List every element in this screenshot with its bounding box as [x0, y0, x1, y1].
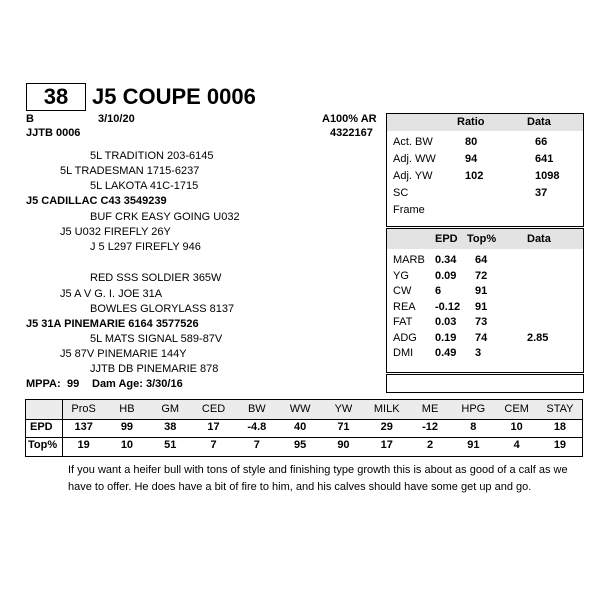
epd-table-top-cell: 4: [513, 439, 520, 451]
ratio-row-ratio: 102: [465, 170, 484, 182]
animal-name: J5 COUPE 0006: [92, 84, 256, 109]
epd-table-top-cell: 19: [553, 439, 567, 451]
registration-number: 4322167: [330, 127, 373, 139]
pedigree-dam-sire-dam: BOWLES GLORYLASS 8137: [90, 303, 235, 315]
epd-table-top-cell: 10: [120, 439, 134, 451]
carcass-row-label: YG: [393, 269, 409, 282]
epd-table-top-cell: 7: [253, 439, 260, 451]
carcass-row-label: FAT: [393, 316, 413, 328]
lot-number: 38: [26, 83, 86, 111]
epd-table: [25, 399, 583, 457]
carcass-row-top: 64: [475, 254, 488, 266]
epd-table-header-cell: WW: [289, 403, 311, 415]
carcass-row-epd: 0.09: [435, 269, 457, 282]
carcass-data-col-header: Data: [527, 233, 551, 245]
epd-table-epd-cell: 17: [207, 421, 220, 433]
carcass-row-epd: 0.34: [435, 254, 457, 266]
epd-table-header-cell: ProS: [71, 403, 96, 415]
carcass-row-epd: 0.03: [435, 316, 457, 328]
sex-code: B: [26, 113, 34, 125]
epd-table-header-cell: HB: [119, 403, 135, 415]
spacer-box: [386, 374, 584, 393]
description-comment: If you want a heifer bull with tons of style and finishing type growth this is about as good of a calf as we have to offer. He does have a bit of fire to him, and his calves should have some get up and go.: [68, 464, 568, 493]
pedigree-sire: J5 CADILLAC C43 3549239: [26, 195, 167, 207]
pedigree-sire-dam: J5 U032 FIREFLY 26Y: [60, 226, 171, 238]
epd-table-epd-cell: 10: [510, 421, 523, 433]
carcass-row-top: 73: [475, 316, 488, 328]
carcass-row-label: REA: [393, 300, 416, 313]
ratio-row-ratio: 94: [465, 153, 478, 165]
ratio-data-col-header: Data: [527, 116, 551, 128]
ratio-row-data: 37: [535, 187, 548, 199]
epd-col-header: EPD: [435, 233, 458, 245]
epd-table-epd-cell: -4.8: [247, 421, 267, 433]
carcass-row-label: MARB: [393, 254, 425, 266]
pedigree-dam-sire-sire: RED SSS SOLDIER 365W: [90, 272, 222, 284]
ratio-row-label: Adj. WW: [393, 153, 436, 165]
birth-date: 3/10/20: [98, 113, 135, 125]
carcass-row-epd: 6: [435, 285, 442, 297]
epd-table-header-cell: YW: [334, 403, 353, 415]
carcass-epd-panel: [386, 228, 584, 373]
epd-table-epd-cell: 40: [294, 421, 307, 433]
mppa-label: MPPA:: [26, 378, 61, 390]
carcass-row-data: 2.85: [527, 331, 549, 344]
epd-table-top-cell: 95: [294, 439, 307, 451]
top-row-label: Top%: [28, 439, 58, 451]
epd-table-header-cell: ME: [421, 403, 439, 415]
ratio-row-ratio: 80: [465, 136, 478, 148]
epd-table-epd-cell: -12: [422, 421, 438, 433]
pedigree-dam-dam-sire: 5L MATS SIGNAL 589-87V: [90, 333, 223, 345]
epd-table-epd-cell: 99: [120, 421, 134, 433]
ratio-col-header: Ratio: [457, 116, 485, 128]
carcass-row-label: CW: [393, 285, 412, 297]
epd-table-epd-cell: 137: [74, 421, 93, 433]
epd-table-header-cell: MILK: [373, 403, 400, 415]
carcass-row-top: 74: [475, 331, 488, 344]
ratio-row-data: 1098: [535, 170, 560, 182]
epd-table-top-cell: 2: [426, 439, 434, 451]
carcass-row-top: 3: [475, 347, 482, 359]
ratio-panel-header: [387, 114, 583, 131]
carcass-row-top: 72: [475, 269, 488, 282]
epd-table-header-cell: STAY: [546, 403, 574, 415]
epd-table-top-cell: 90: [337, 439, 350, 451]
carcass-row-epd: 0.49: [435, 347, 457, 359]
epd-table-header-cell: BW: [247, 403, 266, 415]
pedigree-dam: J5 31A PINEMARIE 6164 3577526: [26, 318, 199, 330]
epd-table-epd-cell: 18: [553, 421, 567, 433]
ratio-row-label: SC: [393, 187, 409, 199]
epd-table-epd-cell: 8: [470, 421, 477, 433]
carcass-row-label: DMI: [393, 347, 414, 359]
dam-age-value: 3/30/16: [146, 378, 183, 390]
pedigree-dam-sire: J5 A V G. I. JOE 31A: [60, 288, 163, 300]
epd-table-header-cell: HPG: [461, 403, 486, 415]
epd-table-top-cell: 17: [380, 439, 393, 451]
carcass-row-top: 91: [475, 300, 488, 313]
top-col-header: Top%: [467, 233, 497, 245]
epd-table-header-cell: CED: [201, 403, 226, 415]
epd-table-top-cell: 7: [210, 439, 217, 451]
ratio-row-data: 66: [535, 136, 548, 148]
ratio-row-label: Frame: [393, 204, 425, 216]
epd-table-top-cell: 91: [467, 439, 480, 451]
ratio-panel: [386, 113, 584, 227]
ratio-row-data: 641: [535, 153, 554, 165]
pedigree-dam-dam-dam: JJTB DB PINEMARIE 878: [90, 363, 219, 375]
pedigree-sire-dam-sire: BUF CRK EASY GOING U032: [90, 211, 240, 223]
pedigree-dam-dam: J5 87V PINEMARIE 144Y: [60, 348, 187, 360]
epd-table-epd-cell: 29: [380, 421, 393, 433]
carcass-row-top: 91: [475, 285, 488, 297]
mppa-value: 99: [67, 378, 80, 390]
epd-table-top-cell: 19: [77, 439, 90, 451]
epd-table-epd-cell: 71: [337, 421, 350, 433]
tattoo: JJTB 0006: [26, 127, 81, 139]
dam-age-label: Dam Age:: [92, 378, 143, 390]
pedigree-sire-sire-dam: 5L LAKOTA 41C-1715: [90, 180, 199, 192]
pedigree-sire-sire-sire: 5L TRADITION 203-6145: [90, 150, 214, 162]
epd-table-header-cell: GM: [161, 403, 180, 415]
carcass-row-epd: 0.19: [435, 331, 457, 344]
pedigree-sire-sire: 5L TRADESMAN 1715-6237: [60, 165, 200, 177]
ratio-row-label: Adj. YW: [393, 170, 433, 182]
carcass-row-label: ADG: [393, 331, 417, 344]
epd-row-label: EPD: [30, 421, 53, 433]
carcass-row-epd: -0.12: [435, 300, 461, 313]
epd-table-header-cell: CEM: [504, 403, 529, 415]
epd-table-top-cell: 51: [164, 439, 177, 451]
ratio-row-label: Act. BW: [393, 136, 433, 148]
epd-table-epd-cell: 38: [164, 421, 177, 433]
registry-line: A100% AR: [322, 113, 377, 125]
pedigree-sire-dam-dam: J 5 L297 FIREFLY 946: [90, 241, 201, 253]
